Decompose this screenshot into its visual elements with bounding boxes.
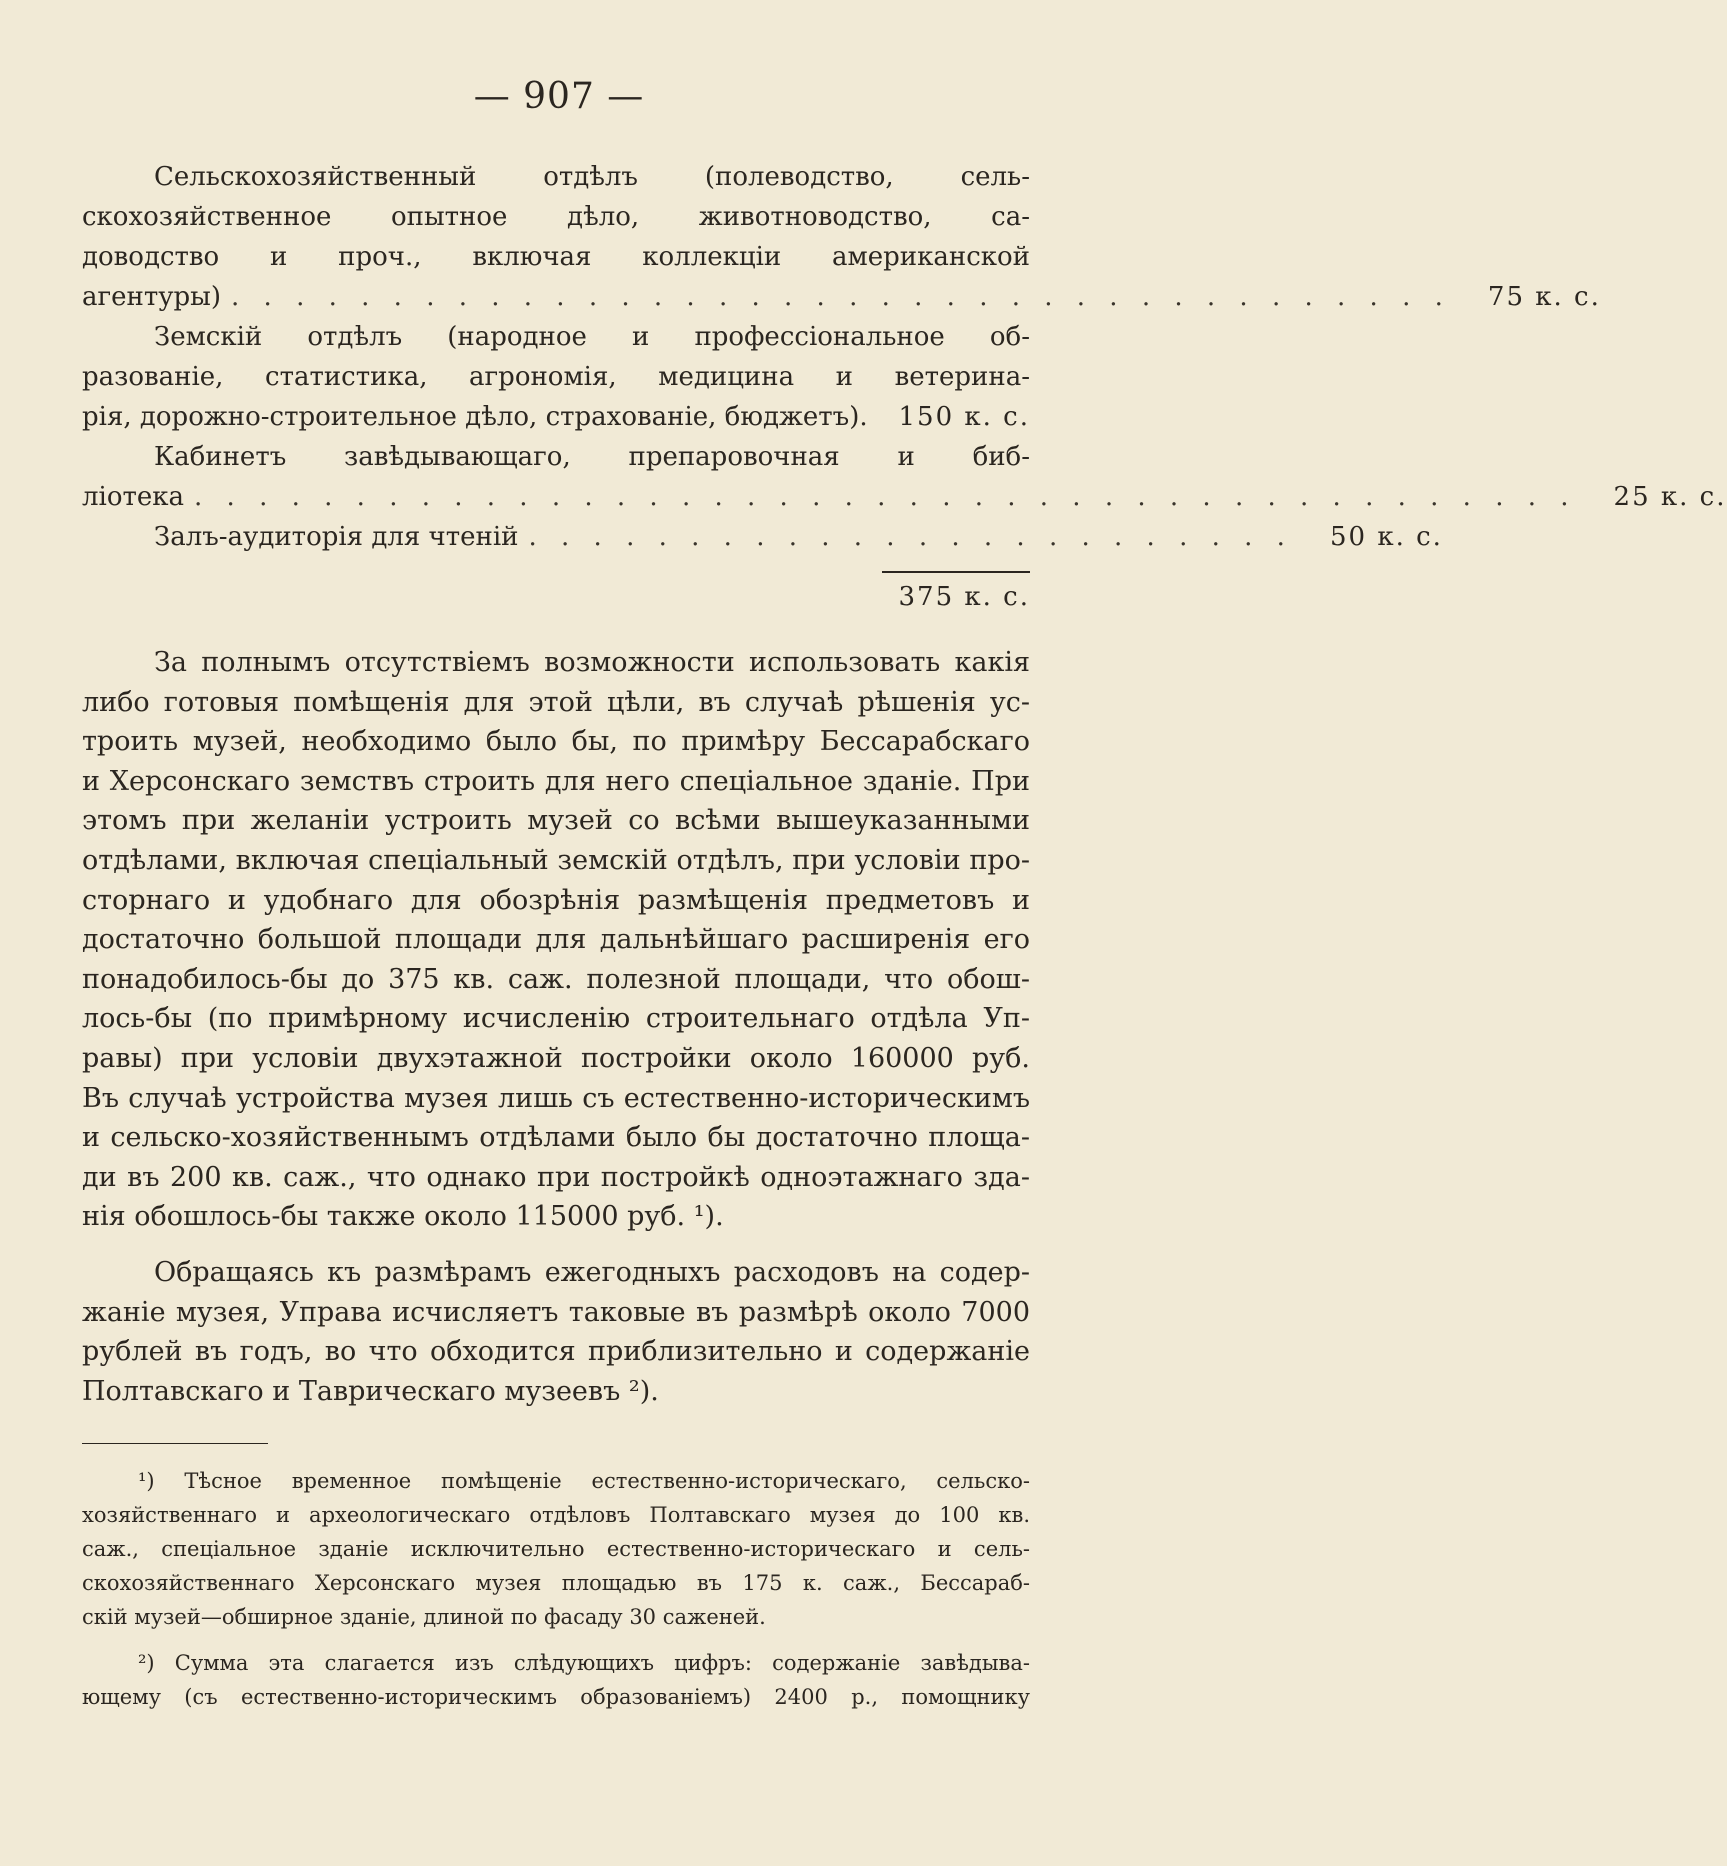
text-line: понадобилось-бы до 375 кв. саж. полезной площади, что обош- bbox=[82, 963, 1030, 995]
item-line: скохозяйственное опытное дѣло, животноводство, са- bbox=[82, 202, 1030, 232]
footnote-line: ющему (съ естественно-историческимъ образованіемъ) 2400 р., помощнику bbox=[82, 1685, 1030, 1710]
list-item-office bbox=[82, 437, 1727, 517]
dot-leader: . . . . . . . . . . . . . . . . . . . . . . . . . . . . . . . . . . . . . . bbox=[231, 282, 1451, 312]
dot-leader: . . . . . . . . . . . . . . . . . . . . . . . . bbox=[528, 522, 1293, 552]
text-line: За полнымъ отсутствіемъ возможности использовать какія bbox=[154, 647, 1030, 678]
text-line: рублей въ годъ, во что обходится приблизительно и содержаніе bbox=[82, 1336, 1030, 1368]
item-last-line bbox=[82, 477, 1727, 517]
item-last-line bbox=[82, 517, 1443, 557]
text-line: этомъ при желаніи устроить музей со всѣми вышеуказанными bbox=[82, 805, 1030, 837]
footnote-line: саж., спеціальное зданіе исключительно естественно-историческаго и сель- bbox=[82, 1537, 1030, 1562]
text-line: сторнаго и удобнаго для обозрѣнія размѣщенія предметовъ и bbox=[82, 884, 1030, 916]
item-area: 25 к. с. bbox=[1613, 482, 1727, 512]
footnote-line: ²) Сумма эта слагается изъ слѣдующихъ цифръ: содержаніе завѣдыва- bbox=[138, 1651, 1030, 1676]
item-text: рія, дорожно-строительное дѣло, страхованіе, бюджетъ). bbox=[82, 402, 868, 432]
list-item-hall bbox=[82, 517, 1443, 557]
item-line: Сельскохозяйственный отдѣлъ (полеводство, сель- bbox=[154, 162, 1030, 192]
footnote-rule bbox=[82, 1443, 268, 1444]
total-area: 375 к. с. bbox=[898, 582, 1030, 612]
department-area-list bbox=[82, 157, 1727, 617]
footnote-line: скій музей—обширное зданіе, длиной по фасаду 30 саженей. bbox=[82, 1605, 766, 1630]
text-line: отдѣлами, включая спеціальный земскій отдѣлъ, при условіи про- bbox=[82, 844, 1030, 876]
footnote-line: ¹) Тѣсное временное помѣщеніе естественно-историческаго, сельско- bbox=[138, 1469, 1030, 1494]
text-line: либо готовыя помѣщенія для этой цѣли, въ случаѣ рѣшенія ус- bbox=[82, 686, 1030, 718]
text-line: троить музей, необходимо было бы, по примѣру Бессарабскаго bbox=[82, 726, 1030, 758]
text-line: жаніе музея, Управа исчисляетъ таковые въ размѣрѣ около 7000 bbox=[82, 1296, 1030, 1328]
item-text: агентуры) bbox=[82, 282, 222, 312]
text-line: Обращаясь къ размѣрамъ ежегодныхъ расходовъ на содер- bbox=[154, 1256, 1030, 1288]
list-item-zemstvo bbox=[82, 317, 1030, 437]
text-line: ди въ 200 кв. саж., что однако при постройкѣ одноэтажнаго зда- bbox=[82, 1161, 1030, 1193]
footnote-line: скохозяйственнаго Херсонскаго музея площадью въ 175 к. саж., Бессараб- bbox=[82, 1571, 1030, 1596]
item-last-line bbox=[82, 397, 1030, 437]
item-area: 75 к. с. bbox=[1487, 282, 1601, 312]
total-rule bbox=[882, 571, 1030, 573]
item-area: 150 к. с. bbox=[898, 402, 1030, 432]
text-line: и Херсонскаго земствъ строить для него спеціальное зданіе. При bbox=[82, 765, 1030, 797]
dot-leader: . . . . . . . . . . . . . . . . . . . . . . . . . . . . . . . . . . . . . . . . . . . bbox=[194, 482, 1577, 512]
item-text: ліотека bbox=[82, 482, 185, 512]
item-text: Залъ-аудиторія для чтеній bbox=[154, 522, 519, 552]
item-line: Земскій отдѣлъ (народное и профессіональное об- bbox=[154, 322, 1030, 352]
paragraph-expenses bbox=[82, 1253, 1030, 1411]
text-line: равы) при условіи двухэтажной постройки около 160000 руб. bbox=[82, 1042, 1030, 1074]
list-item-agriculture bbox=[82, 157, 1601, 317]
text-line: достаточно большой площади для дальнѣйшаго расширенія его bbox=[82, 924, 1030, 956]
paragraph-building bbox=[82, 643, 1030, 1237]
item-line: доводство и проч., включая коллекціи американской bbox=[82, 242, 1030, 272]
text-line: Въ случаѣ устройства музея лишь съ естественно-историческимъ bbox=[82, 1082, 1030, 1114]
page-number: — 907 — bbox=[473, 76, 645, 117]
text-line: и сельско-хозяйственнымъ отдѣлами было бы достаточно площа- bbox=[82, 1122, 1030, 1154]
book-page bbox=[82, 76, 1727, 1718]
footnote-1 bbox=[82, 1464, 1030, 1634]
item-area: 50 к. с. bbox=[1329, 522, 1443, 552]
text-line: Полтавскаго и Таврическаго музеевъ ²). bbox=[82, 1375, 659, 1407]
text-line: лось-бы (по примѣрному исчисленію строительнаго отдѣла Уп- bbox=[82, 1003, 1030, 1035]
item-line: Кабинетъ завѣдывающаго, препаровочная и биб- bbox=[154, 442, 1030, 472]
item-last-line bbox=[82, 277, 1601, 317]
text-line: нія обошлось-бы также около 115000 руб. ¹). bbox=[82, 1201, 724, 1233]
footnote-line: хозяйственнаго и археологическаго отдѣловъ Полтавскаго музея до 100 кв. bbox=[82, 1503, 1030, 1528]
footnote-2 bbox=[82, 1646, 1030, 1714]
item-line: разованіе, статистика, агрономія, медицина и ветерина- bbox=[82, 362, 1030, 392]
